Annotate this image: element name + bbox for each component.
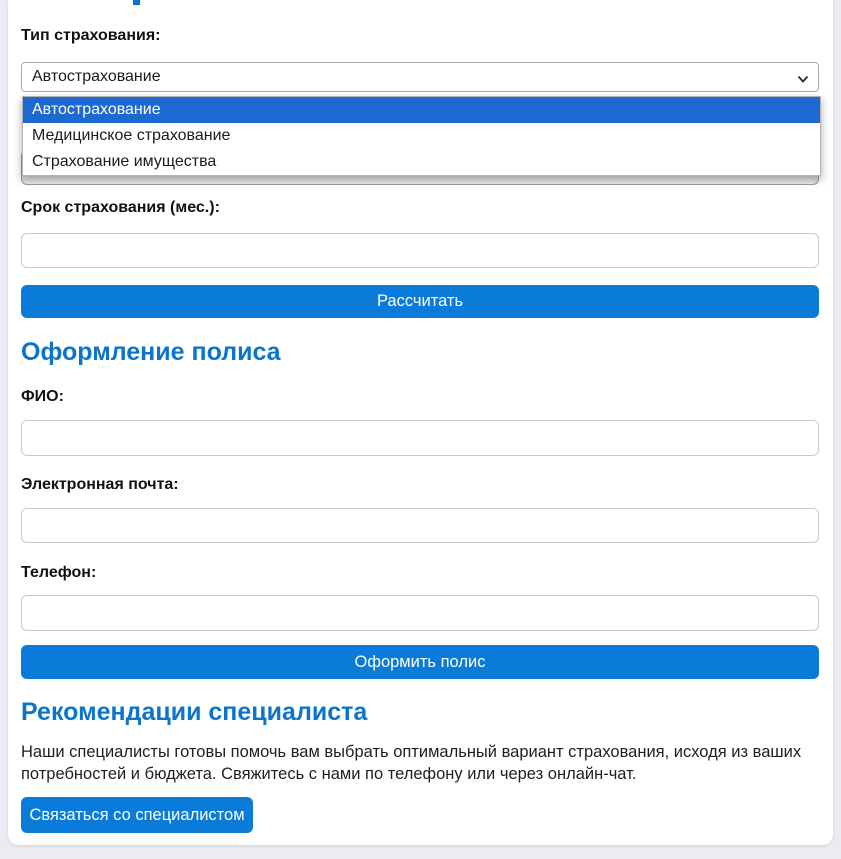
recommendations-section-title: Рекомендации специалиста: [21, 698, 368, 726]
dropdown-option-medical[interactable]: Медицинское страхование: [32, 127, 231, 144]
recommendations-text: Наши специалисты готовы помочь вам выбрать оптимальный вариант страхования, исходя из ваших потребностей и бюджета. Свяжитесь с нами по телефону или через онлайн-чат.: [21, 743, 802, 783]
insurance-type-label: Тип страхования:: [21, 27, 161, 44]
term-label: Срок страхования (мес.):: [21, 199, 220, 216]
calculate-button[interactable]: Рассчитать: [21, 285, 819, 318]
policy-section-title: Оформление полиса: [21, 338, 281, 366]
fio-input[interactable]: [21, 420, 819, 456]
fio-label: ФИО:: [21, 388, 64, 405]
insurance-card: [8, 0, 833, 845]
email-input[interactable]: [21, 508, 819, 543]
phone-input[interactable]: [21, 595, 819, 631]
submit-policy-button[interactable]: Оформить полис: [21, 645, 819, 679]
insurance-type-dropdown: [22, 96, 821, 176]
term-input[interactable]: [21, 233, 819, 268]
chevron-down-icon: [797, 72, 809, 84]
email-label: Электронная почта:: [21, 476, 179, 493]
cutoff-heading-fragment: [133, 0, 140, 5]
contact-specialist-button[interactable]: Связаться со специалистом: [21, 797, 253, 833]
insurance-type-select[interactable]: [21, 62, 819, 92]
dropdown-option-property[interactable]: Страхование имущества: [32, 153, 217, 170]
insurance-type-select-value: Автострахование: [32, 68, 161, 85]
phone-label: Телефон:: [21, 564, 97, 581]
dropdown-option-auto[interactable]: Автострахование: [23, 97, 820, 123]
